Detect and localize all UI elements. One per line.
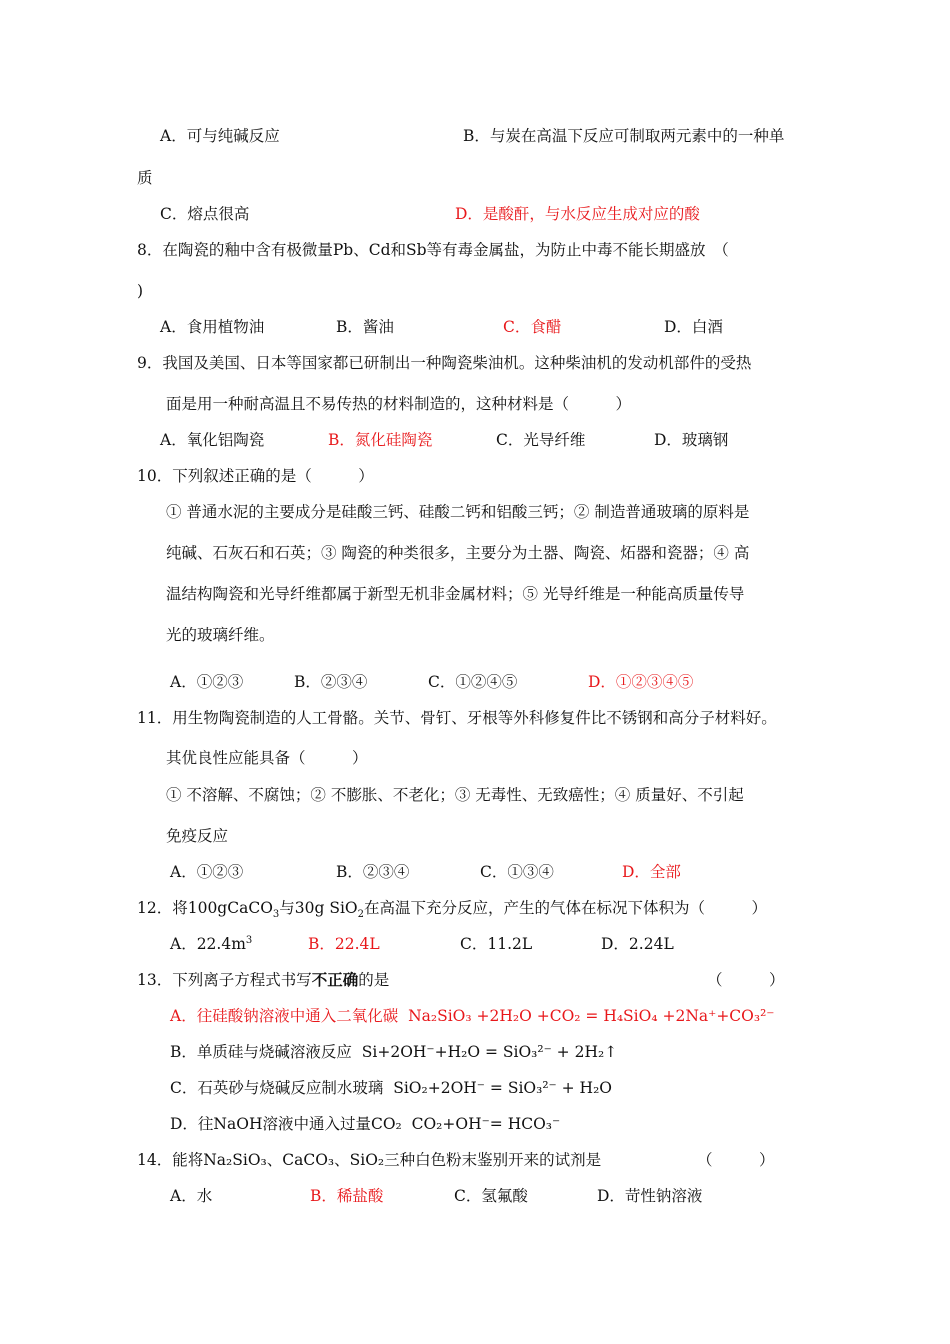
q14-option-d: D．苛性钠溶液	[597, 1187, 703, 1205]
q10-option-b: B．②③④	[294, 673, 368, 691]
q13-option-b: B．单质硅与烧碱溶液反应 Si+2OH⁻+H₂O = SiO₃²⁻ + 2H₂↑	[170, 1043, 618, 1061]
q10-statement-line-4: 光的玻璃纤维。	[166, 626, 275, 644]
q11-option-d-answer: D．全部	[622, 863, 681, 881]
q9-stem-cont: 面是用一种耐高温且不易传热的材料制造的，这种材料是（ ）	[166, 395, 632, 413]
q14-option-a: A．水	[170, 1187, 213, 1205]
q10-statement-line-2: 纯碱、石灰石和石英；③ 陶瓷的种类很多，主要分为土器、陶瓷、炻器和瓷器；④ 高	[166, 544, 750, 562]
q12-stem: 12．将100gCaCO$_3$与30g SiO$_2$在高温下充分反应，产生的气体在标况下体积为（ ）	[137, 899, 768, 921]
q9-option-c: C．光导纤维	[496, 431, 586, 449]
q14-option-c: C．氢氟酸	[454, 1187, 528, 1205]
q13-option-c: C．石英砂与烧碱反应制水玻璃 SiO₂+2OH⁻ = SiO₃²⁻ + H₂O	[170, 1079, 612, 1097]
q9-option-a: A．氧化铝陶瓷	[160, 431, 265, 449]
q11-option-c: C．①③④	[480, 863, 554, 881]
q8-option-b: B．酱油	[336, 318, 394, 336]
q9-option-b-answer: B．氮化硅陶瓷	[328, 431, 433, 449]
q8-stem-cont: )	[137, 282, 144, 300]
q10-statement-line-1: ① 普通水泥的主要成分是硅酸三钙、硅酸二钙和铝酸三钙；② 制造普通玻璃的原料是	[166, 503, 750, 521]
q9-stem: 9．我国及美国、日本等国家都已研制出一种陶瓷柴油机。这种柴油机的发动机部件的受热	[137, 354, 752, 372]
q7-option-d-answer: D．是酸酐，与水反应生成对应的酸	[455, 205, 700, 223]
q14-option-b-answer: B．稀盐酸	[310, 1187, 384, 1205]
q12-option-b-answer: B．22.4L	[308, 935, 380, 953]
q10-stem: 10．下列叙述正确的是（ ）	[137, 467, 374, 485]
q12-option-c: C．11.2L	[460, 935, 533, 953]
q12-option-a: A．$22.4m^3$	[170, 934, 253, 953]
q11-stem: 11．用生物陶瓷制造的人工骨骼。关节、骨钉、牙根等外科修复件比不锈钢和高分子材料好。	[137, 709, 777, 727]
q7-option-b: B．与炭在高温下反应可制取两元素中的一种单	[463, 127, 785, 145]
q8-option-d: D．白酒	[664, 318, 723, 336]
q9-option-d: D．玻璃钢	[654, 431, 729, 449]
q11-option-a: A．①②③	[170, 863, 244, 881]
q7-option-b-cont: 质	[137, 169, 153, 187]
q13-option-d: D．往NaOH溶液中通入过量CO₂ CO₂+OH⁻= HCO₃⁻	[170, 1115, 561, 1133]
q14-answer-paren: （ ）	[697, 1151, 775, 1169]
q10-statement-line-3: 温结构陶瓷和光导纤维都属于新型无机非金属材料；⑤ 光导纤维是一种能高质量传导	[166, 585, 745, 603]
q11-stem-cont: 其优良性应能具备（ ）	[166, 749, 368, 767]
q10-option-a: A．①②③	[170, 673, 244, 691]
q13-option-a-answer: A．往硅酸钠溶液中通入二氧化碳 Na₂SiO₃ +2H₂O +CO₂ = H₄SiO₄ +2Na⁺+CO₃²⁻	[170, 1007, 775, 1025]
q8-option-a: A．食用植物油	[160, 318, 265, 336]
q11-statement-line-2: 免疫反应	[166, 827, 229, 845]
q11-statement-line-1: ① 不溶解、不腐蚀；② 不膨胀、不老化；③ 无毒性、无致癌性；④ 质量好、不引起	[166, 786, 744, 804]
q7-option-a: A．可与纯碱反应	[160, 127, 280, 145]
q13-stem: 13．下列离子方程式书写不正确的是	[137, 970, 390, 989]
q8-option-c-answer: C．食醋	[503, 318, 562, 336]
q12-option-d: D．2.24L	[601, 935, 674, 953]
q13-answer-paren: （ ）	[707, 971, 785, 989]
q10-option-c: C．①②④⑤	[428, 673, 518, 691]
q7-option-c: C．熔点很高	[160, 205, 250, 223]
q10-option-d-answer: D．①②③④⑤	[588, 673, 694, 691]
q14-stem: 14．能将Na₂SiO₃、CaCO₃、SiO₂三种白色粉末鉴别开来的试剂是	[137, 1151, 602, 1169]
q8-stem: 8．在陶瓷的釉中含有极微量Pb、Cd和Sb等有毒金属盐，为防止中毒不能长期盛放 （	[137, 241, 729, 259]
q11-option-b: B．②③④	[336, 863, 410, 881]
